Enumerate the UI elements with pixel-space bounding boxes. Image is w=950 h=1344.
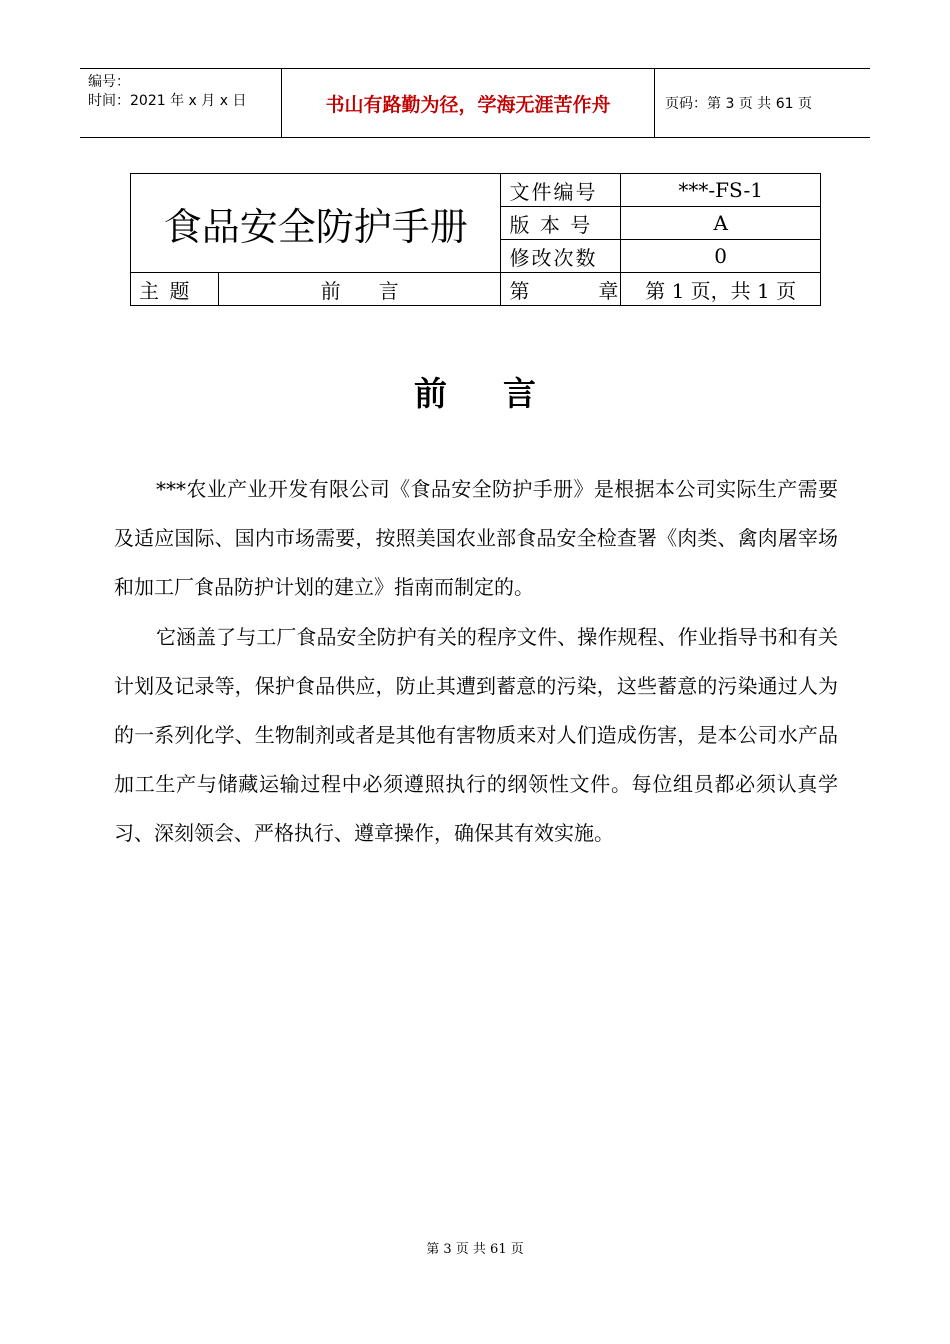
chapter-label: 第 章 <box>501 273 621 306</box>
header-time: 时间：2021 年 x 月 x 日 <box>88 93 247 109</box>
header-meta <box>80 69 282 137</box>
paragraph-2: 它涵盖了与工厂食品安全防护有关的程序文件、操作规程、作业指导书和有关计划及记录等，保护食品供应，防止其遭到蓄意的污染，这些蓄意的污染通过人为的一系列化学、生物制剂或者是其他有害物质来对人们造成伤害，是本公司水产品加工生产与储藏运输过程中必须遵照执行的纲领性文件。每位组员都必须认真学习、深刻领会、严格执行、遵章操作，确保其有效实施。 <box>114 625 838 845</box>
version-value: A <box>621 207 821 240</box>
chapter-page: 第 1 页，共 1 页 <box>621 273 821 306</box>
subject-value: 前 言 <box>218 273 501 306</box>
version-label: 版 本 号 <box>501 207 621 240</box>
document-control-table <box>130 173 821 306</box>
header-page-code: 页码：第 3 页 共 61 页 <box>665 96 812 112</box>
header-number: 编号： <box>88 74 130 90</box>
page-footer: 第 3 页 共 61 页 <box>426 1242 524 1257</box>
document-heading: 前言 <box>414 374 592 413</box>
doc-no-value: ***-FS-1 <box>621 174 821 207</box>
header-motto: 书山有路勤为径，学海无涯苦作舟 <box>282 69 655 137</box>
revision-label: 修改次数 <box>501 240 621 273</box>
paragraph-1: ***农业产业开发有限公司《食品安全防护手册》是根据本公司实际生产需要及适应国际、国内市场需要，按照美国农业部食品安全检查署《肉类、禽肉屠宰场和加工厂食品防护计划的建立》指南而制定的。 <box>114 477 838 599</box>
revision-value: 0 <box>621 240 821 273</box>
manual-title: 食品安全防护手册 <box>131 174 501 273</box>
doc-no-label: 文件编号 <box>501 174 621 207</box>
page-header <box>80 68 870 138</box>
subject-label: 主 题 <box>131 273 219 306</box>
